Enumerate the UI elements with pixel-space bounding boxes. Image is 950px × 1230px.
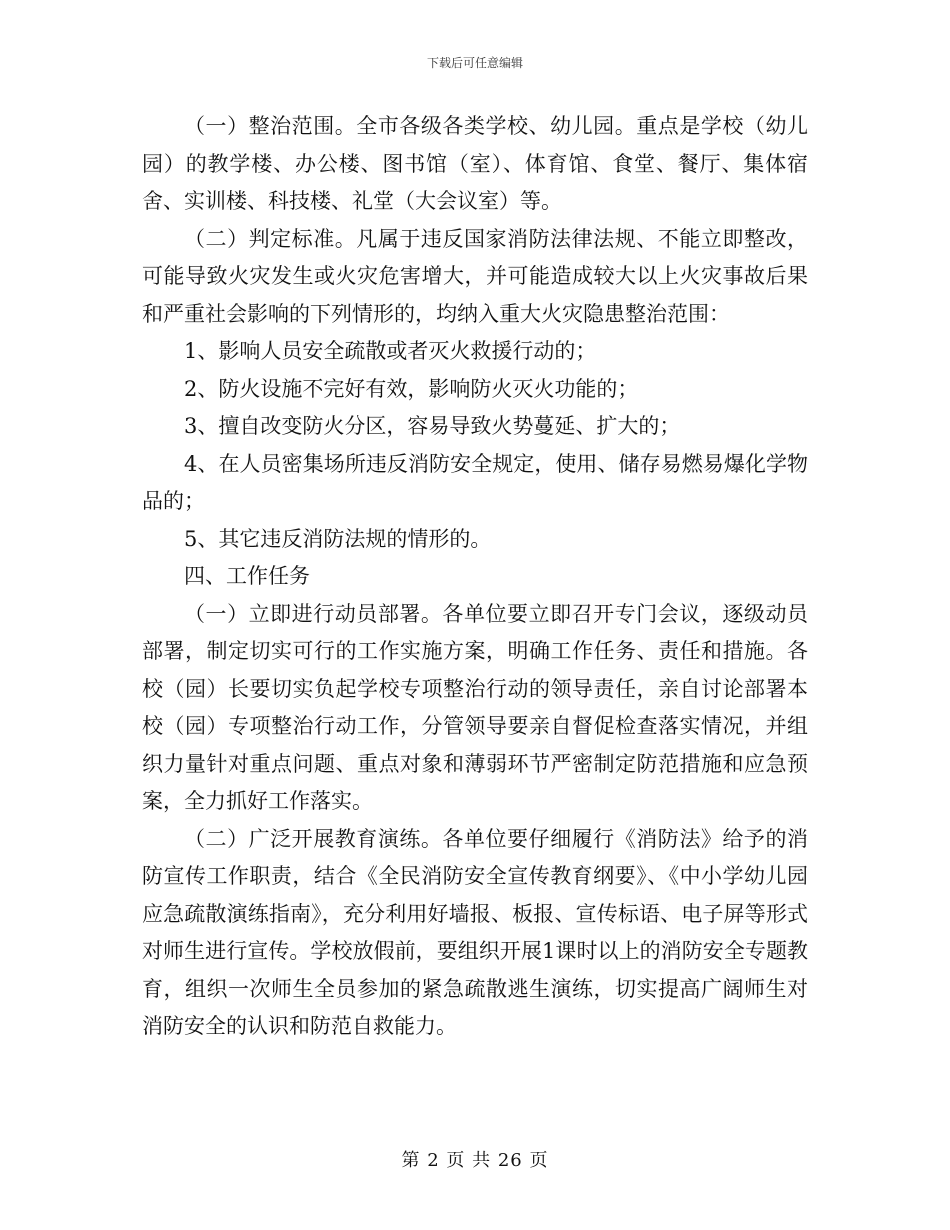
paragraph-mobilization: （一）立即进行动员部署。各单位要立即召开专门会议，逐级动员部署，制定切实可行的工作实施方案，明确工作任务、责任和措施。各校（园）长要切实负起学校专项整治行动的领导责任，亲自讨论部署本校（园）专项整治行动工作，分管领导要亲自督促检查落实情况，并组织力量针对重点问题、重点对象和薄弱环节严密制定防范措施和应急预案，全力抓好工作落实。 (142, 601, 808, 813)
list-item-5: 5、其它违反消防法规的情形的。 (184, 526, 492, 551)
list-item-3: 3、擅自改变防火分区，容易导致火势蔓延、扩大的； (184, 414, 681, 438)
list-item-4: 4、在人员密集场所违反消防安全规定，使用、储存易燃易爆化学物品的； (142, 451, 808, 513)
document-body (142, 108, 808, 1046)
header-note: 下载后可任意编辑 (426, 56, 523, 70)
list-item-2: 2、防火设施不完好有效，影响防火灭火功能的； (184, 376, 639, 401)
page-number: 第 2 页 共 26 页 (401, 1150, 549, 1171)
paragraph-criteria: （二）判定标准。凡属于违反国家消防法律法规、不能立即整改，可能导致火灾发生或火灾危害增大，并可能造成较大以上火灾事故后果和严重社会影响的下列情形的，均纳入重大火灾隐患整治范围： (142, 226, 808, 326)
paragraph-education-drills: （二）广泛开展教育演练。各单位要仔细履行《消防法》给予的消防宣传工作职责，结合《全民消防安全宣传教育纲要》、《中小学幼儿园应急疏散演练指南》，充分利用好墙报、板报、宣传标语、电子屏等形式对师生进行宣传。学校放假前，要组织开展1课时以上的消防安全专题教育，组织一次师生全员参加的紧急疏散逃生演练，切实提高广阔师生对消防安全的认识和防范自救能力。 (142, 826, 808, 1038)
list-item-1: 1、影响人员安全疏散或者灭火救援行动的； (184, 339, 597, 363)
section-heading-tasks: 四、工作任务 (184, 564, 310, 588)
paragraph-scope: （一）整治范围。全市各级各类学校、幼儿园。重点是学校（幼儿园）的教学楼、办公楼、图书馆（室）、体育馆、食堂、餐厅、集体宿舍、实训楼、科技楼、礼堂（大会议室）等。 (142, 114, 808, 213)
